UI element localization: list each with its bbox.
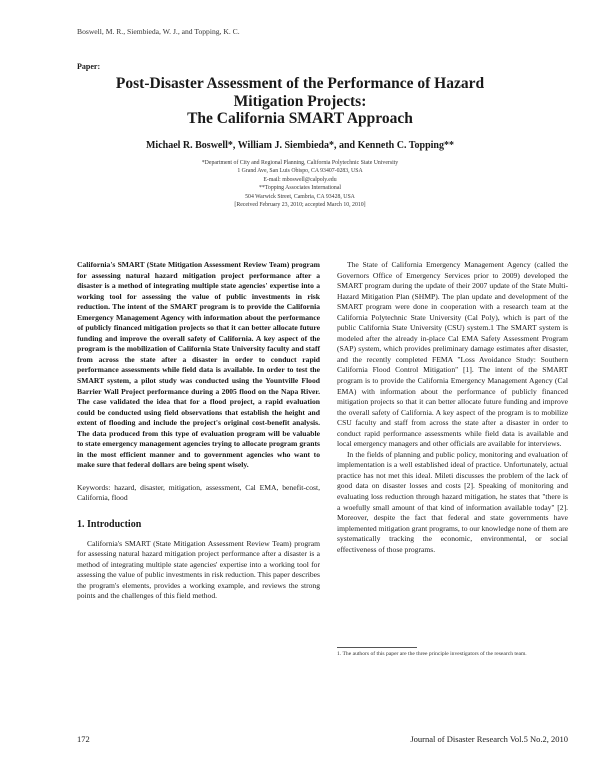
intro-paragraph-1: California's SMART (State Mitigation Assessment Review Team) program for assessing natural hazard mitigation project performance after a disaster is a method of integrating multiple state agencies' expertise into a working tool for assessing the value of public investments in risk reduction. This paper describes the program's elements, provides a working example, and reviews the strong points and the challenges of this field method. [77, 538, 320, 601]
affiliation-line: 1 Grand Ave, San Luis Obispo, CA 93407-0283, USA [237, 168, 363, 175]
footnote-rule [337, 647, 417, 648]
page-number: 172 [77, 734, 90, 744]
intro-paragraph-2: The State of California Emergency Management Agency (called the Governors Office of Emergency Services prior to 2009) developed the SMART program during the update of their 2007 update of the State Multi-Hazard Mitigation Plan (SHMP). The plan update and development of the SMART program were done in cooperation with a research team at the California Polytechnic State University (Cal Poly), which is part of the public California State University (CSU) system.1 The SMART system is modeled after the already in-place Cal EMA Safety Assessment Program (SAP) system, which provides preliminary damage estimates after disaster, and the recently completed FEMA "Loss Avoidance Study: Southern California Flood Control Mitigation" [1]. The intent of the SMART program is to provide the California Emergency Management Agency (Cal EMA) with information about the performance of publicly financed mitigation projects so that it can better allocate future funding and improve the overall safety of California. A key aspect of the program is to mobilize CSU faculty and staff from across the state after a disaster in order to conduct rapid performance assessments while field data is available and local emergency managers and other officials are available for interviews. [337, 260, 568, 449]
left-column [77, 260, 320, 602]
author-list: Michael R. Boswell*, William J. Siembieda*, and Kenneth C. Topping** [145, 140, 454, 151]
keywords-label: Keywords: [77, 482, 111, 492]
section-heading-introduction: 1. Introduction [77, 519, 142, 531]
affiliation-line: 504 Warwick Street, Cambria, CA 93428, USA [245, 193, 355, 200]
footnote: 1. The authors of this paper are the three principle investigators of the research team. [337, 651, 527, 657]
title-line-1: Post-Disaster Assessment of the Performance of Hazard [115, 75, 485, 92]
affiliations [70, 159, 530, 209]
intro-paragraph-3: In the fields of planning and public policy, monitoring and evaluation of implementation is a well established ideal of practice. Unfortunately, actual practice has not met this ideal. Mileti discusses the problem of the lack of good data on disaster losses and costs [2]. Speaking of monitoring and evaluating loss reduction through hazard mitigation, he states that "there is a woefully small amount of that kind of information available today" [2]. Moreover, despite the fact that federal and state governments have implemented mitigation grant programs, to our knowledge none of them are systematically tracking the economic, environmental, or social effectiveness of those programs. [337, 449, 568, 554]
title-line-2: Mitigation Projects: [233, 92, 367, 110]
running-head: Boswell, M. R., Siembieda, W. J., and Topping, K. C. [77, 27, 240, 36]
journal-citation: Journal of Disaster Research Vol.5 No.2, 2010 [410, 734, 568, 744]
title-line-3: The California SMART Approach [187, 110, 413, 127]
received-dates: [Received February 23, 2010; accepted March 10, 2010] [234, 202, 366, 209]
paper-type-label: Paper: [77, 62, 101, 71]
keywords-text: hazard, disaster, mitigation, assessment, Cal EMA, benefit-cost, California, flood [77, 482, 320, 503]
abstract: California's SMART (State Mitigation Assessment Review Team) program for assessing natural hazard mitigation project performance after a disaster is a method of integrating multiple state agencies' expertise into a working tool for assessing the value of public investments in risk reduction. The intent of the SMART program is to provide the California Emergency Management Agency with information about the performance of publicly financed mitigation projects so that it can better allocate future funding and improve the overall safety of California. A key aspect of the program is the mobilization of California State University faculty and staff from across the state after a disaster in order to conduct rapid performance assessments while field data is available. In order to test the SMART system, a pilot study was conducted using the Yountville Flood Barrier Wall Project performance during a 2005 flood on the Napa River. The case validated the idea that for a flood project, a rapid evaluation could be conducted using field observations that establish the height and extent of flooding and include the project's original cost-benefit analysis. The data produced from this type of evaluation program will be valuable to state emergency management agencies trying to allocate program grants in the most efficient manner and to government agencies who want to make sure that federal dollars are being spent wisely. [77, 260, 320, 470]
right-column [337, 260, 568, 555]
affiliation-email: E-mail: mboswell@calpoly.edu [263, 176, 337, 183]
affiliation-line: *Department of City and Regional Planning, California Polytechnic State University [201, 160, 399, 166]
paper-title [70, 75, 530, 128]
keywords [77, 483, 320, 504]
affiliation-line: **Topping Associates International [258, 185, 342, 192]
